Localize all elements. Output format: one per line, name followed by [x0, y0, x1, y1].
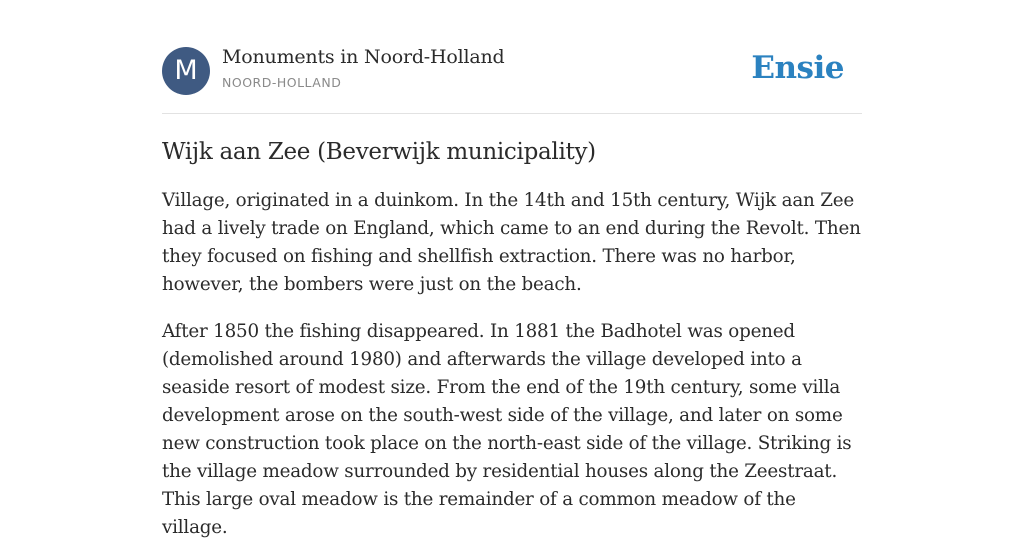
entry-paragraph: After 1850 the fishing disappeared. In 1881 the Badhotel was opened (demolished around 1980) and afterwards the village developed into a seaside resort of modest size. From the end of the 19th century, some villa development arose on the south-west side of the village, and later on some new construction took place on the north-east side of the village. Striking is the village meadow surrounded by residential houses along the Zeestraat. This large oval meadow is the remainder of a common meadow of the village. [162, 321, 852, 538]
collection-title[interactable]: Monuments in Noord-Holland [222, 46, 505, 68]
header [162, 0, 862, 114]
avatar[interactable]: M [162, 47, 210, 95]
entry-title: Wijk aan Zee (Beverwijk municipality) [162, 139, 596, 165]
ensie-logo-link[interactable]: Ensie [751, 50, 844, 86]
entry-paragraph: Village, originated in a duinkom. In the 14th and 15th century, Wijk aan Zee had a lively trade on England, which came to an end during the Revolt. Then they focused on fishing and shellfish extraction. There was no harbor, however, the bombers were just on the beach. [162, 190, 861, 295]
content-container [162, 0, 862, 542]
collection-subtitle[interactable]: NOORD-HOLLAND [222, 75, 342, 90]
